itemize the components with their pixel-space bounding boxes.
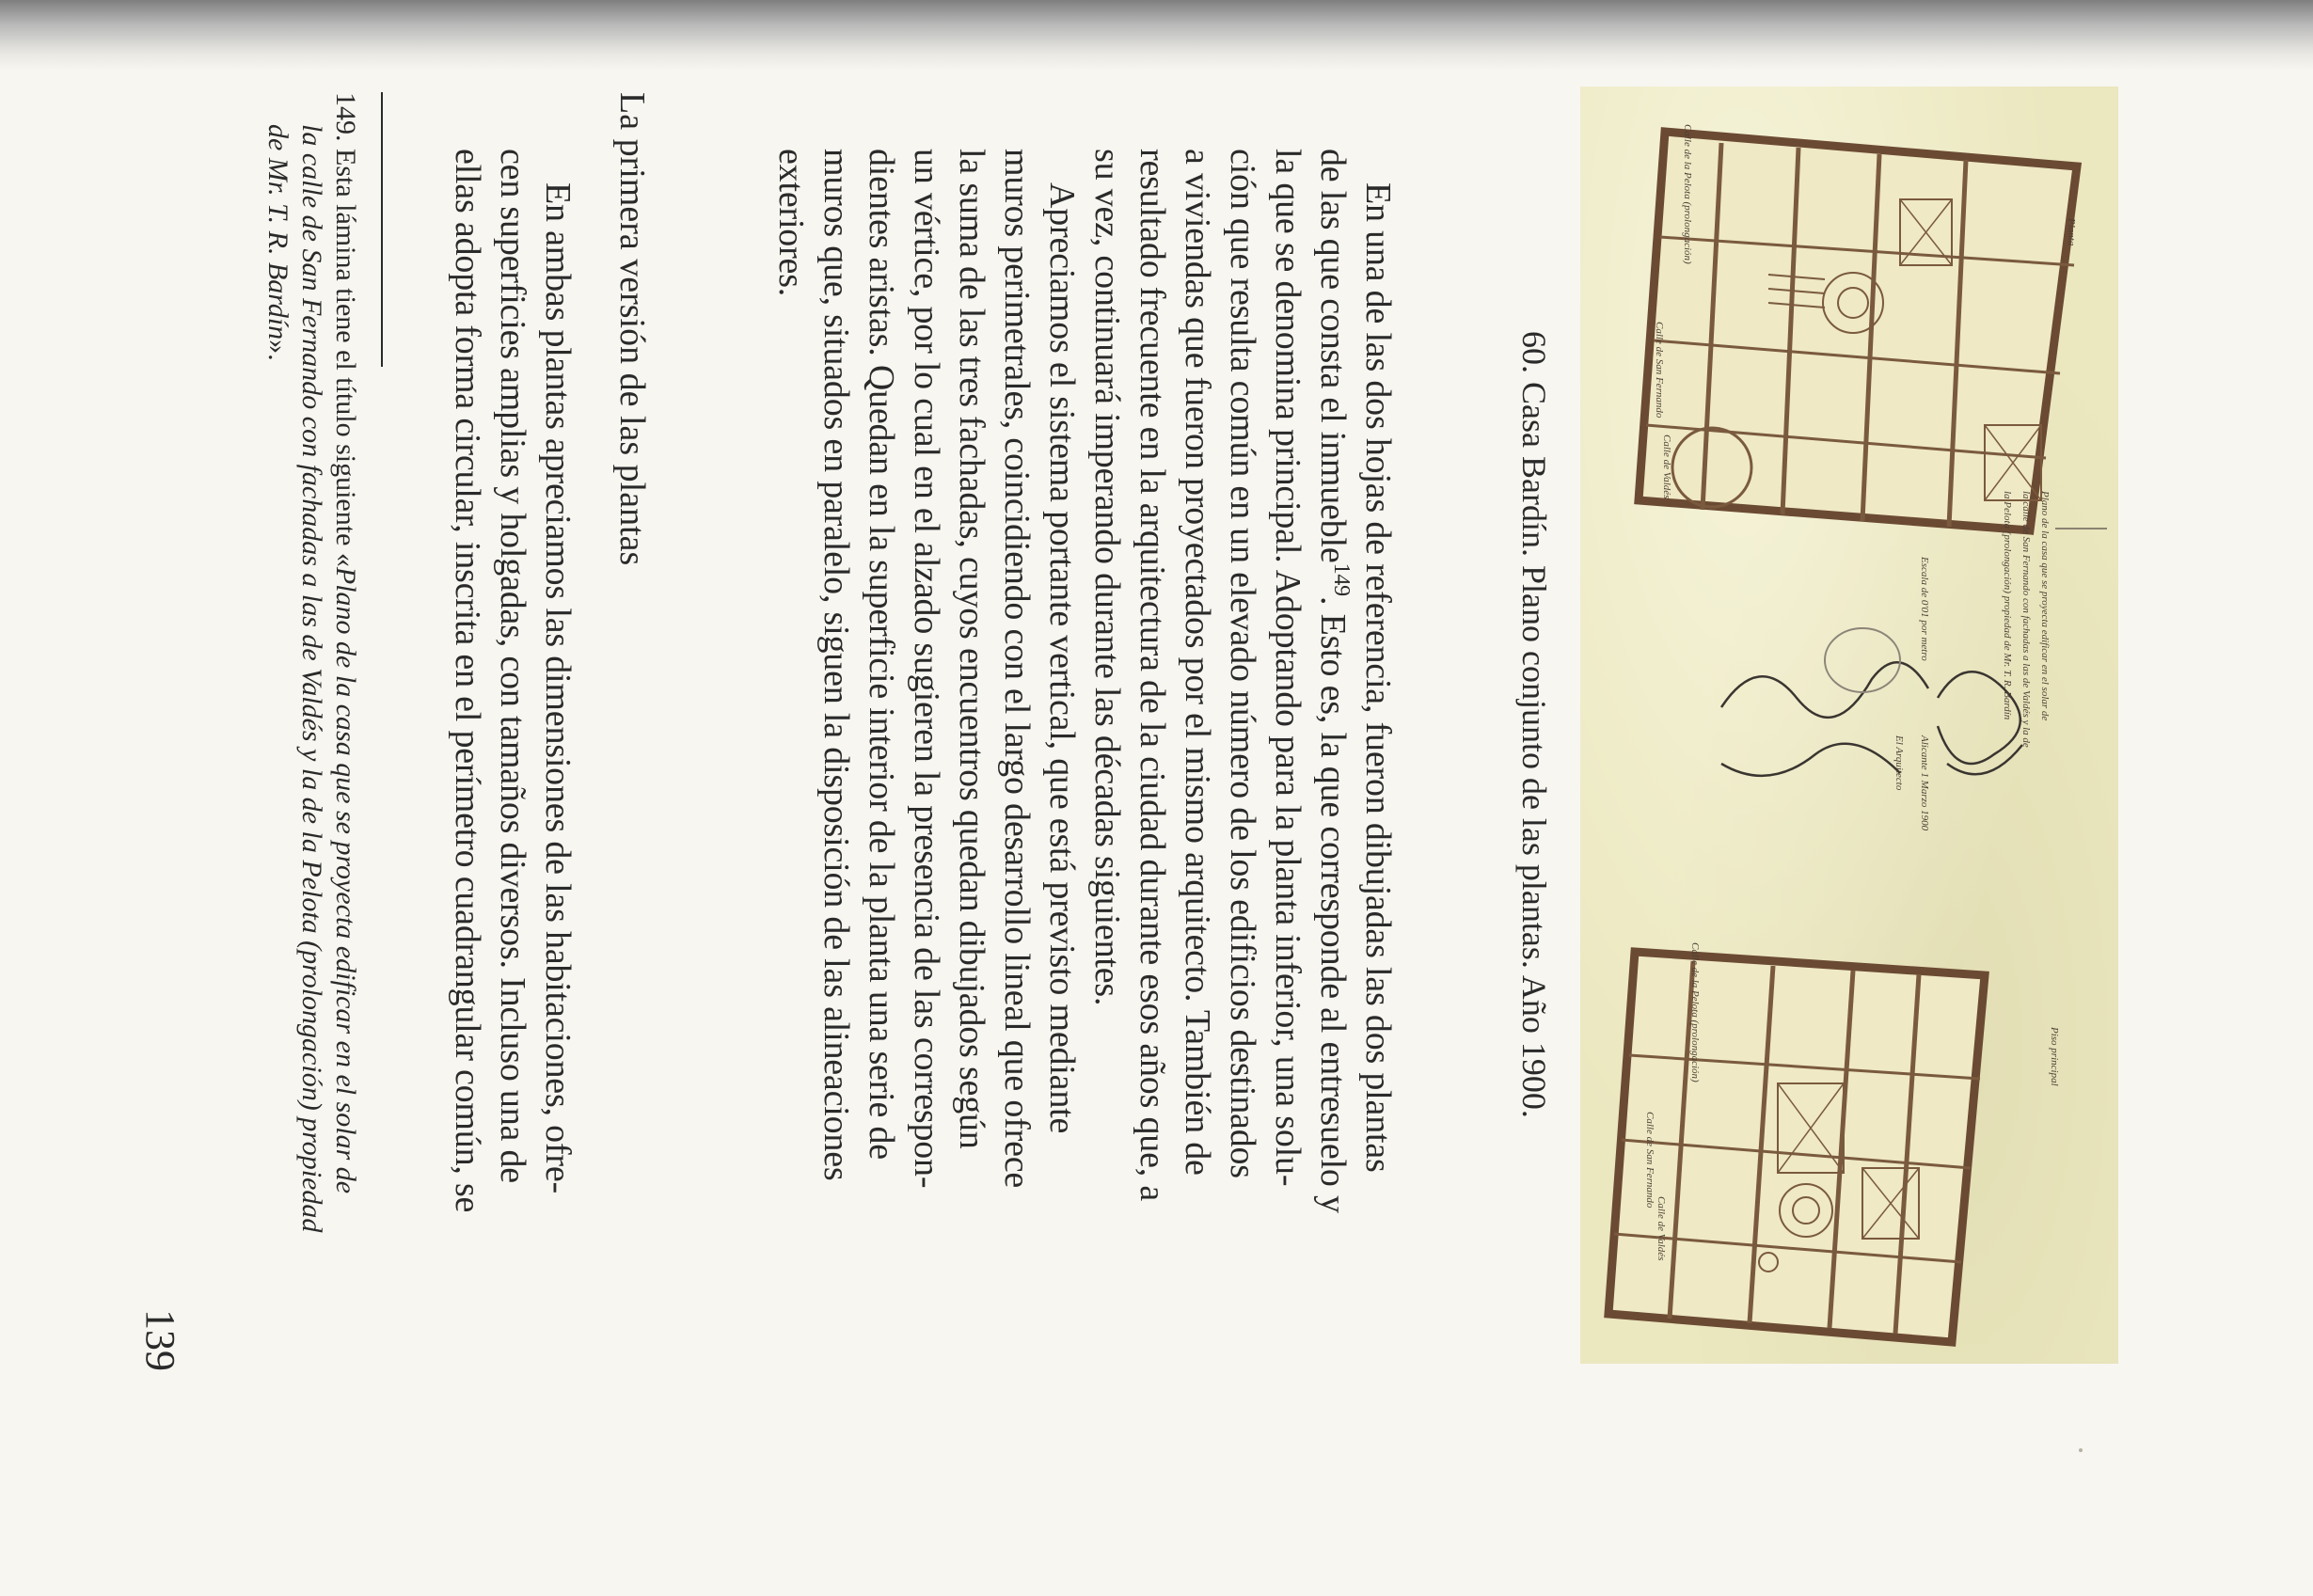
scan-shadow xyxy=(0,0,2313,71)
p2-line-4: un vértice, por lo cual en el alzado sugieren la presencia de las correspon- xyxy=(907,149,946,1189)
place-date-label: Alicante 1 Marzo 1900 xyxy=(1919,735,1930,831)
top-floor-plan xyxy=(1639,132,2077,530)
signature-role-label: El Arquitecto xyxy=(1893,735,1905,791)
page-number: 139 xyxy=(137,1309,183,1371)
title-line-2: la calle de San Fernando con fachadas a las de Valdés y la de xyxy=(2020,491,2032,748)
p2-line-2: muros perimetrales, coincidiendo con el largo desarrollo lineal que ofrece xyxy=(997,149,1037,1189)
p3-line-3: ellas adopta forma circular, inscrita en el perímetro cuadrangular común, se xyxy=(448,149,487,1213)
p1-line-5: a viviendas que fueron proyectados por el mismo arquitecto. También de xyxy=(1178,149,1217,1176)
p3-line-1: En ambas plantas apreciamos las dimensiones de las habitaciones, ofre- xyxy=(538,182,578,1193)
footnote-line-3 xyxy=(263,124,292,361)
paragraph-3 xyxy=(425,149,576,1390)
p3-line-2: cen superficies amplias y holgadas, con tamaños diversos. Incluso una de xyxy=(493,149,532,1183)
p2-line-5: dientes aristas. Quedan en la superficie interior de la planta una serie de xyxy=(862,149,901,1160)
p2-line-3: la suma de las tres fachadas, cuyos encuentros quedan dibujados según xyxy=(952,149,991,1149)
footnote-149 xyxy=(246,92,359,1390)
p1-line-2-tail: . Esto es, la que corresponde al entresuelo y xyxy=(1313,595,1353,1213)
title-line-1: Plano de la casa que se proyecta edificar en el solar de xyxy=(2039,491,2051,721)
p1-line-7: su vez, continuará imperando durante las décadas siguientes. xyxy=(1087,149,1127,1006)
title-line-3: la Pelota (prolongación) propiedad de Mr. T. R. Bardín xyxy=(2002,491,2013,720)
p2-line-1: Apreciamos el sistema portante vertical, que está previsto mediante xyxy=(1042,182,1082,1134)
top-plan-street-left: Calle de San Fernando xyxy=(1654,322,1665,419)
bottom-plan-street-left: Calle de San Fernando xyxy=(1644,1112,1656,1209)
p1-line-2-start: de las que consta el inmueble xyxy=(1313,149,1353,563)
p2-line-6: muros que, situados en paralelo, siguen la disposición de las alineaciones xyxy=(816,149,856,1181)
footnote-suffix: ». xyxy=(262,340,293,361)
footnote-line-2: la calle de San Fernando con fachadas a las de Valdés y la de la Pelota (prolongación) propiedad xyxy=(296,124,327,1233)
scale-label: Escala de 0'01 por metro xyxy=(1919,557,1930,661)
top-plan-name: Planta xyxy=(2066,218,2077,246)
signatures xyxy=(1721,628,2022,776)
bottom-plan-street-right: Calle de Valdés xyxy=(1656,1196,1667,1261)
p1-line-4: ción que resulta común en un elevado número de los edificios destinados xyxy=(1223,149,1262,1178)
bottom-plan-name: Piso principal xyxy=(2049,1027,2060,1086)
footnote-title-part-3: de Mr. T. R. Bardín xyxy=(262,124,293,340)
p1-line-2 xyxy=(1313,149,1354,1213)
floor-plans-drawing xyxy=(1580,87,2118,1364)
footnote-rule xyxy=(381,92,383,367)
p1-line-6: resultado frecuente en la arquitectura de la ciudad durante esos años que, a xyxy=(1133,149,1172,1202)
figure-floor-plans xyxy=(1580,87,2118,1364)
paper-speck xyxy=(2079,1448,2083,1452)
plan-text-scribbles xyxy=(2055,529,2118,637)
top-plan-street-right: Calle de Valdés xyxy=(1661,435,1672,499)
footnote-title-part-1: Plano de la casa que se proyecta edificar en el solar de xyxy=(330,566,361,1194)
p2-line-7: exteriores. xyxy=(771,149,811,297)
bottom-floor-plan xyxy=(1608,952,1985,1342)
body-text-block xyxy=(737,149,1396,1390)
footnote-prefix: 149. Esta lámina tiene el título siguiente « xyxy=(330,92,361,567)
footnote-line-1 xyxy=(331,92,359,1193)
p1-line-1: En una de las dos hojas de referencia, fueron dibujadas las dos plantas xyxy=(1358,182,1398,1173)
bottom-plan-street-top: Calle de la Pelota (prolongación) xyxy=(1689,942,1701,1082)
figure-caption: 60. Casa Bardín. Plano conjunto de las plantas. Año 1900. xyxy=(1515,331,1553,1118)
footnote-ref[interactable]: 149 xyxy=(1329,562,1354,596)
p1-line-3: la que se denomina principal. Adoptando para la planta inferior, una solu- xyxy=(1268,149,1307,1187)
top-plan-street-top: Calle de la Pelota (prolongación) xyxy=(1682,124,1693,264)
section-heading: La primera versión de las plantas xyxy=(612,92,652,566)
